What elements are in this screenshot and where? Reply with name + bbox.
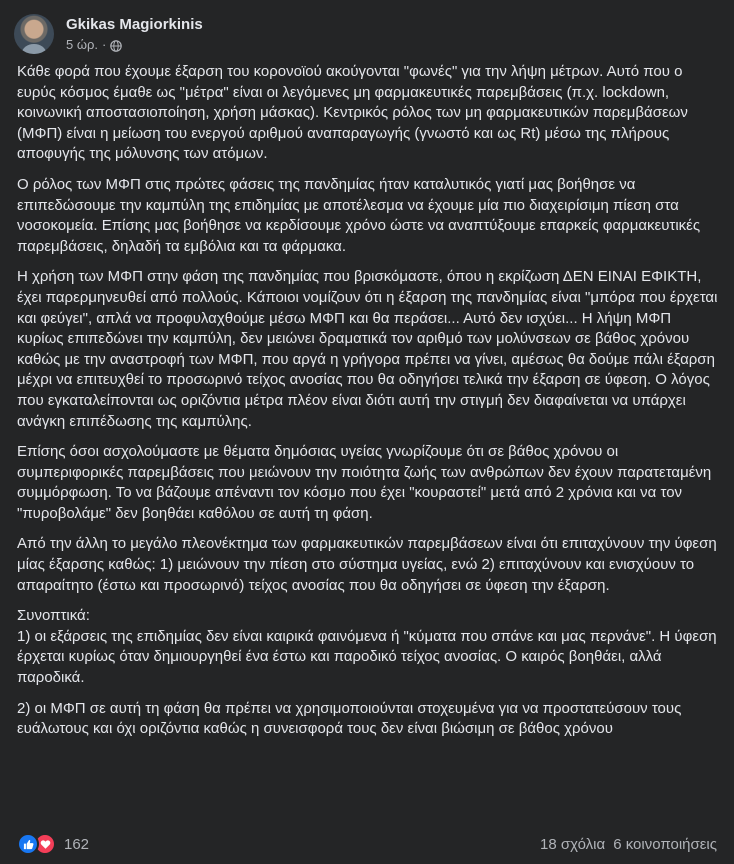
- post-paragraph-3: Η χρήση των ΜΦΠ στην φάση της πανδημίας που βρισκόμαστε, όπου η εκρίζωση ΔΕΝ ΕΙΝΑΙ ΕΦΙΚΤΗ, έχει παρερμηνευθεί από πολλούς. Κάποιοι νομίζουν ότι η έξαρση της πανδημίας είναι "μπόρα που έρχεται και φεύγει", απλά να προφυλαχθούμε μέσω ΜΦΠ και θα περάσει... Αυτό δεν ισχύει... Η λήψη ΜΦΠ κυρίως επιπεδώνει την καμπύλη, δεν μειώνει δραματικά τον αριθμό των μολύνσεων σε βάθος χρόνου καθώς με την αναστροφή των ΜΦΠ, που αργά η γρήγορα πρέπει να γίνει, αμέσως θα δούμε πάλι έξαρση μέχρι να επιτευχθεί το προσωρινό τείχος ανοσίας που θα οδηγήσει τελικά την έξαρση σε ύφεση. Ο λόγος που εγκαταλείπονται ως οριζόντια μέτρα πλέον είναι διότι αυτή την στιγμή δεν διαφαίνεται να υπάρχει ανάγκη επιπέδωσης της καμπύλης.: [17, 268, 718, 430]
- post-meta: [66, 15, 203, 53]
- globe-icon[interactable]: [110, 39, 122, 51]
- post-paragraph-4: Επίσης όσοι ασχολούμαστε με θέματα δημόσιας υγείας γνωρίζουμε ότι σε βάθος χρόνου οι συμπεριφορικές παρεμβάσεις που μειώνουν την ποιότητα ζωής των ανθρώπων δεν έχουν παρατεταμένη συμμόρφωση. Το να βάζουμε απέναντι τον κόσμο που έχει "κουραστεί" μετά από 2 χρόνια και να τον "πυροβολάμε" δεν βοηθάει καθόλου σε αυτή τη φάση.: [17, 443, 712, 522]
- author-name[interactable]: Gkikas Magiorkinis: [66, 16, 203, 33]
- post-paragraph-7: 2) οι ΜΦΠ σε αυτή τη φάση θα πρέπει να χρησιμοποιούνται στοχευμένα για να προστατεύσουν τους ευάλωτους και όχι οριζόντια καθώς η συνεισφορά τους δεν είναι βιώσιμη σε βάθος χρόνου: [17, 699, 682, 738]
- post-time[interactable]: 5 ώρ.: [66, 37, 98, 52]
- time-row: [66, 36, 203, 53]
- post-paragraph-2: Ο ρόλος των ΜΦΠ στις πρώτες φάσεις της πανδημίας ήταν καταλυτικός γιατί μας βοήθησε να επιπεδώσουμε την καμπύλη της επιδημίας με αποτέλεσμα να έχουμε μία πιο διαχειρίσιμη πίεση στα νοσοκομεία. Επίσης μας βοήθησε να κερδίσουμε χρόνο ώστε να αναπτύξουμε επαρκείς φαρμακευτικές παρεμβάσεις, δηλαδή τα εμβόλια και τα φάρμακα.: [17, 175, 701, 255]
- post-header: [14, 12, 203, 56]
- post-paragraph-6: Συνοπτικά: 1) οι εξάρσεις της επιδημίας δεν είναι καιρικά φαινόμενα ή "κύματα που σπάνε και μας περνάνε". Η ύφεση έρχεται κυρίως όταν δημιουργηθεί ένα έστω και παροδικό τείχος ανοσίας. Ο καιρός βοηθάει, αλλά παροδικά.: [17, 607, 717, 687]
- reaction-count[interactable]: 162: [64, 835, 90, 853]
- post-footer: [17, 832, 717, 856]
- post-paragraph-1: Κάθε φορά που έχουμε έξαρση του κορονοϊού ακούγονται "φωνές" για την λήψη μέτρων. Αυτό που ο ευρύς κόσμος έμαθε ως "μέτρα" είναι οι λεγόμενες μη φαρμακευτικές παρεμβάσεις (π.χ. lockdown, κοινωνική αποστασιοποίηση, χρήση μάσκας). Κεντρικός ρόλος των μη φαρμακευτικών παρεμβάσεων (ΜΦΠ) είναι η μείωση του ενεργού αριθμού αναπαραγωγής (γνωστό και ως Rt) μέσω της πλήρους αποφυγής της μόλυνσης των ατόμων.: [17, 63, 688, 163]
- post-paragraph-5: Από την άλλη το μεγάλο πλεονέκτημα των φαρμακευτικών παρεμβάσεων είναι ότι επιταχύνουν την ύφεση μίας έξαρσης καθώς: 1) μειώνουν την πίεση στο σύστημα υγείας, ενώ 2) επιταχύνουν και ενισχύουν το απαραίτητο (έστω και προσωρινό) τείχος ανοσίας που θα οδηγήσει σε ύφεση την έξαρση.: [17, 535, 717, 594]
- comments-count[interactable]: 18 σχόλια: [540, 835, 606, 853]
- post-body: [17, 62, 721, 750]
- reactions-summary[interactable]: [17, 833, 89, 855]
- shares-count[interactable]: 6 κοινοποιήσεις: [613, 835, 717, 853]
- like-icon: [17, 833, 39, 855]
- engagement-stats: [532, 836, 717, 853]
- author-avatar[interactable]: [14, 14, 54, 54]
- time-separator: ·: [102, 37, 107, 52]
